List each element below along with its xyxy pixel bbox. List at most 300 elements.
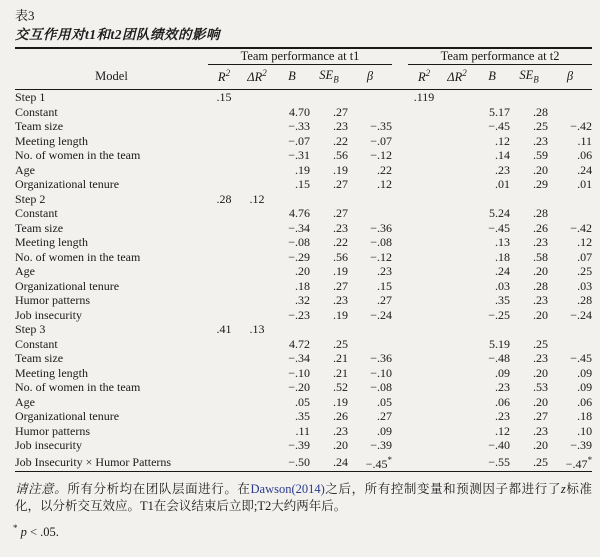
value-cell [208,424,240,439]
table-row [15,105,592,120]
stat-header: B [274,65,310,90]
regression-table [15,47,592,472]
value-cell [208,380,240,395]
row-label: Team size [15,119,64,134]
row-label: Humor patterns [15,423,90,438]
value-cell [240,250,274,265]
value-cell [208,105,240,120]
row-label: Step 2 [15,191,46,206]
value-cell: .52 [333,380,348,395]
value-cell: .29 [533,177,549,192]
value-cell: −.47* [565,454,593,471]
value-cell: −.24 [370,307,393,322]
value-cell: .59 [533,148,549,163]
value-cell [240,119,274,134]
value-cell [240,293,274,308]
value-cell [440,163,474,178]
value-cell [440,250,474,265]
value-cell: .21 [333,365,348,380]
value-cell: −.36 [370,351,393,366]
value-cell [408,322,440,337]
value-cell [240,308,274,323]
value-cell [408,293,440,308]
value-cell [240,105,274,120]
cell-gap [392,148,408,163]
group-header-row [15,48,592,65]
row-label: Step 1 [15,90,46,105]
value-cell [348,90,392,105]
value-cell [408,337,440,352]
cell-gap [392,279,408,294]
value-cell: −.48 [488,351,511,366]
value-cell [440,366,474,381]
note-text-pre: 所有分析均在团队层面进行。在 [67,482,251,497]
value-cell [208,264,240,279]
value-cell: −.08 [370,235,393,250]
value-cell: .26 [333,409,348,424]
row-label: Meeting length [15,365,88,380]
value-cell [440,206,474,221]
table-row [15,264,592,279]
value-cell: −.50 [288,454,310,469]
value-cell [208,366,240,381]
value-cell: .18 [577,409,593,424]
value-cell [408,279,440,294]
value-cell: .27 [333,278,348,293]
value-cell [274,90,310,105]
value-cell [440,438,474,453]
value-cell: −.36 [370,220,393,235]
value-cell [240,409,274,424]
value-cell: −.42 [570,119,593,134]
value-cell [208,293,240,308]
stat-header: $\Delta R^2$ [440,65,474,90]
table-row [15,308,592,323]
value-cell [310,192,348,207]
value-cell [240,366,274,381]
value-cell: .23 [533,133,549,148]
note-z-symbol: z [560,482,566,497]
value-cell [408,351,440,366]
value-cell [408,424,440,439]
value-cell [240,264,274,279]
value-cell: .23 [495,162,511,177]
value-cell [240,279,274,294]
value-cell: .23 [377,264,393,279]
value-cell: 4.72 [289,336,310,351]
value-cell [408,119,440,134]
value-cell [408,105,440,120]
value-cell: .19 [333,264,348,279]
cell-gap [392,264,408,279]
value-cell [274,192,310,207]
value-cell: −.12 [370,148,393,163]
row-label: Team size [15,351,64,366]
model-column-spacer [15,48,208,65]
cell-gap [392,424,408,439]
value-cell: .24 [333,454,348,469]
value-cell: −.55 [488,454,511,469]
value-cell [240,424,274,439]
value-cell: −.20 [288,380,310,395]
row-label: Constant [15,206,58,221]
value-cell: .05 [295,394,310,409]
value-cell: .13 [495,235,511,250]
row-label: Job insecurity [15,307,82,322]
cell-gap [392,90,408,105]
value-cell: .18 [295,278,310,293]
value-cell [240,148,274,163]
value-cell [408,235,440,250]
significance-star: * [13,523,18,534]
value-cell: 5.19 [489,336,511,351]
value-cell: .19 [333,307,348,322]
value-cell [408,134,440,149]
table-row [15,250,592,265]
row-label: Team size [15,220,64,235]
value-cell [408,380,440,395]
table-row [15,337,592,352]
value-cell: 5.17 [489,104,511,119]
value-cell: .07 [577,249,593,264]
value-cell [510,90,548,105]
value-cell [408,438,440,453]
cell-gap [392,351,408,366]
row-label: Age [15,162,35,177]
value-cell: .18 [495,249,511,264]
value-cell [208,119,240,134]
value-cell: −.39 [370,438,393,453]
value-cell [348,206,392,221]
cell-gap [392,192,408,207]
cell-gap [392,438,408,453]
table-row [15,206,592,221]
value-cell: .19 [333,162,348,177]
value-cell [240,134,274,149]
value-cell: .14 [495,148,511,163]
value-cell: .25 [333,336,348,351]
cell-gap [392,380,408,395]
stat-header: β [348,65,392,90]
table-row [15,366,592,381]
row-label: Age [15,264,35,279]
value-cell: .20 [533,365,549,380]
value-cell: .23 [333,220,348,235]
value-cell [474,90,510,105]
value-cell [240,395,274,410]
value-cell: .10 [577,423,593,438]
value-cell [474,322,510,337]
value-cell [240,163,274,178]
value-cell [240,380,274,395]
value-cell: .28 [577,293,593,308]
value-cell: .09 [577,380,593,395]
cell-gap [392,453,408,472]
cell-gap [392,221,408,236]
value-cell: .26 [533,220,549,235]
value-cell: .09 [495,365,511,380]
value-cell [310,322,348,337]
value-cell [348,105,392,120]
stat-header: $\Delta R^2$ [240,65,274,90]
table-row [15,90,592,105]
value-cell: .23 [333,293,348,308]
value-cell: .06 [495,394,511,409]
value-cell [274,322,310,337]
value-cell: −.33 [288,119,310,134]
value-cell: −.31 [288,148,310,163]
value-cell [208,163,240,178]
value-cell: .22 [333,235,348,250]
value-cell: .28 [533,206,549,221]
table-row [15,235,592,250]
value-cell [440,134,474,149]
value-cell [440,380,474,395]
value-cell [208,250,240,265]
value-cell [208,409,240,424]
table-caption: 交互作用对t1和t2团队绩效的影响 [15,27,221,42]
value-cell: .27 [377,293,393,308]
value-cell [510,192,548,207]
value-cell: −.29 [288,249,310,264]
value-cell: −.39 [570,438,593,453]
note-text-post: 标准化，以分析交互效应。T1在会议结束后立即;T2大约两年后。 [15,482,592,514]
table-row [15,424,592,439]
value-cell: −.12 [370,249,393,264]
value-cell: .53 [533,380,549,395]
value-cell [408,264,440,279]
value-cell: .22 [377,162,393,177]
value-cell: .20 [533,438,549,453]
value-cell [310,90,348,105]
group-gap [392,48,408,65]
value-cell [548,322,592,337]
table-row [15,395,592,410]
value-cell: .28 [533,278,549,293]
value-cell [240,438,274,453]
value-cell [548,192,592,207]
value-cell [240,90,274,105]
value-cell [440,119,474,134]
value-cell: .11 [295,423,310,438]
value-cell [208,453,240,472]
value-cell: .27 [377,409,393,424]
cell-gap [392,337,408,352]
value-cell [208,337,240,352]
value-cell [208,395,240,410]
value-cell [408,177,440,192]
value-cell: .20 [533,307,549,322]
value-cell [408,366,440,381]
value-cell: .23 [533,235,549,250]
value-cell [240,453,274,472]
value-cell: .06 [577,394,593,409]
value-cell [208,148,240,163]
value-cell [440,221,474,236]
row-label: Constant [15,336,58,351]
value-cell [440,192,474,207]
significance-threshold: < .05. [26,525,59,540]
value-cell: .41 [216,322,232,337]
value-cell: .23 [533,293,549,308]
table-row [15,192,592,207]
table-row [15,279,592,294]
value-cell [408,148,440,163]
stat-header-gap [392,65,408,90]
value-cell [408,163,440,178]
value-cell [208,308,240,323]
value-cell [208,134,240,149]
row-label: Job insecurity [15,438,82,453]
value-cell [208,279,240,294]
value-cell: .23 [533,423,549,438]
value-cell [440,351,474,366]
row-label: No. of women in the team [15,249,141,264]
value-cell: .32 [295,293,310,308]
value-cell: .21 [333,351,348,366]
cell-gap [392,322,408,337]
value-cell: .15 [295,177,310,192]
value-cell [240,337,274,352]
value-cell [240,351,274,366]
value-cell: .11 [577,133,593,148]
value-cell: .06 [577,148,593,163]
value-cell [440,409,474,424]
value-cell: −.07 [370,133,393,148]
value-cell: −.40 [488,438,511,453]
value-cell: .20 [333,438,348,453]
value-cell [440,453,474,472]
cell-gap [392,177,408,192]
value-cell: −.35 [370,119,393,134]
value-cell [240,235,274,250]
value-cell: .12 [495,423,511,438]
value-cell: −.25 [488,307,511,322]
value-cell: .27 [333,206,348,221]
table-row [15,453,592,472]
value-cell: .35 [495,293,511,308]
value-cell: .12 [249,191,265,206]
cell-gap [392,235,408,250]
value-cell [440,105,474,120]
value-cell [440,235,474,250]
cell-gap [392,409,408,424]
value-cell [408,453,440,472]
value-cell: .56 [333,148,348,163]
cell-gap [392,293,408,308]
row-label: Job Insecurity × Humor Patterns [15,454,172,469]
value-cell: .25 [533,336,549,351]
value-cell [548,105,592,120]
value-cell [440,148,474,163]
table-row [15,380,592,395]
value-cell: .12 [495,133,511,148]
value-cell: −.45 [488,119,511,134]
value-cell: −.23 [288,307,310,322]
citation-link[interactable]: Dawson(2014) [250,482,325,497]
value-cell [208,177,240,192]
value-cell [240,177,274,192]
value-cell [408,221,440,236]
value-cell: .19 [295,162,310,177]
value-cell: .01 [495,177,511,192]
value-cell [440,90,474,105]
row-label: No. of women in the team [15,380,141,395]
value-cell: .23 [495,380,511,395]
value-cell: .28 [533,104,549,119]
table-row [15,134,592,149]
value-cell: −.24 [570,307,593,322]
value-cell [440,177,474,192]
value-cell: .05 [377,394,393,409]
row-label: Organizational tenure [15,409,120,424]
group-header-t2: Team performance at t2 [408,48,592,65]
stat-header: B [474,65,510,90]
value-cell: .01 [577,177,593,192]
value-cell [474,192,510,207]
cell-gap [392,206,408,221]
note-text-mid: 之后，所有控制变量和预测因子都进行了 [324,482,561,497]
value-cell: .25 [577,264,593,279]
value-cell: .25 [533,119,549,134]
value-cell: .23 [533,351,549,366]
table-body [15,90,592,472]
value-cell: −.39 [288,438,310,453]
value-cell: 4.76 [289,206,310,221]
row-label: Age [15,394,35,409]
note-label: 请注意。 [15,482,68,497]
row-label: Organizational tenure [15,278,120,293]
value-cell [240,206,274,221]
value-cell [440,293,474,308]
value-cell: .15 [216,90,232,105]
value-cell: .20 [533,162,549,177]
value-cell [208,351,240,366]
row-label: Meeting length [15,235,88,250]
value-cell [510,322,548,337]
value-cell: .12 [377,177,393,192]
value-cell: .12 [577,235,593,250]
value-cell: .20 [295,264,310,279]
value-cell [348,192,392,207]
value-cell: 4.70 [289,104,310,119]
value-cell [440,337,474,352]
value-cell [440,424,474,439]
value-cell [408,192,440,207]
value-cell: .03 [577,278,593,293]
value-cell [208,235,240,250]
table-row [15,177,592,192]
value-cell [548,337,592,352]
value-cell [440,322,474,337]
stat-header: $R^2$ [208,65,240,90]
table-number: 表3 [15,8,35,23]
table-row [15,438,592,453]
value-cell: .58 [533,249,549,264]
value-cell: −.10 [288,365,310,380]
value-cell: −.08 [370,380,393,395]
value-cell [440,395,474,410]
significance-p: p [20,525,27,540]
value-cell: .27 [333,177,348,192]
value-cell: .20 [533,394,549,409]
value-cell: .27 [333,104,348,119]
value-cell: .20 [533,264,549,279]
value-cell [208,206,240,221]
value-cell [440,279,474,294]
cell-gap [392,308,408,323]
value-cell: .23 [333,119,348,134]
